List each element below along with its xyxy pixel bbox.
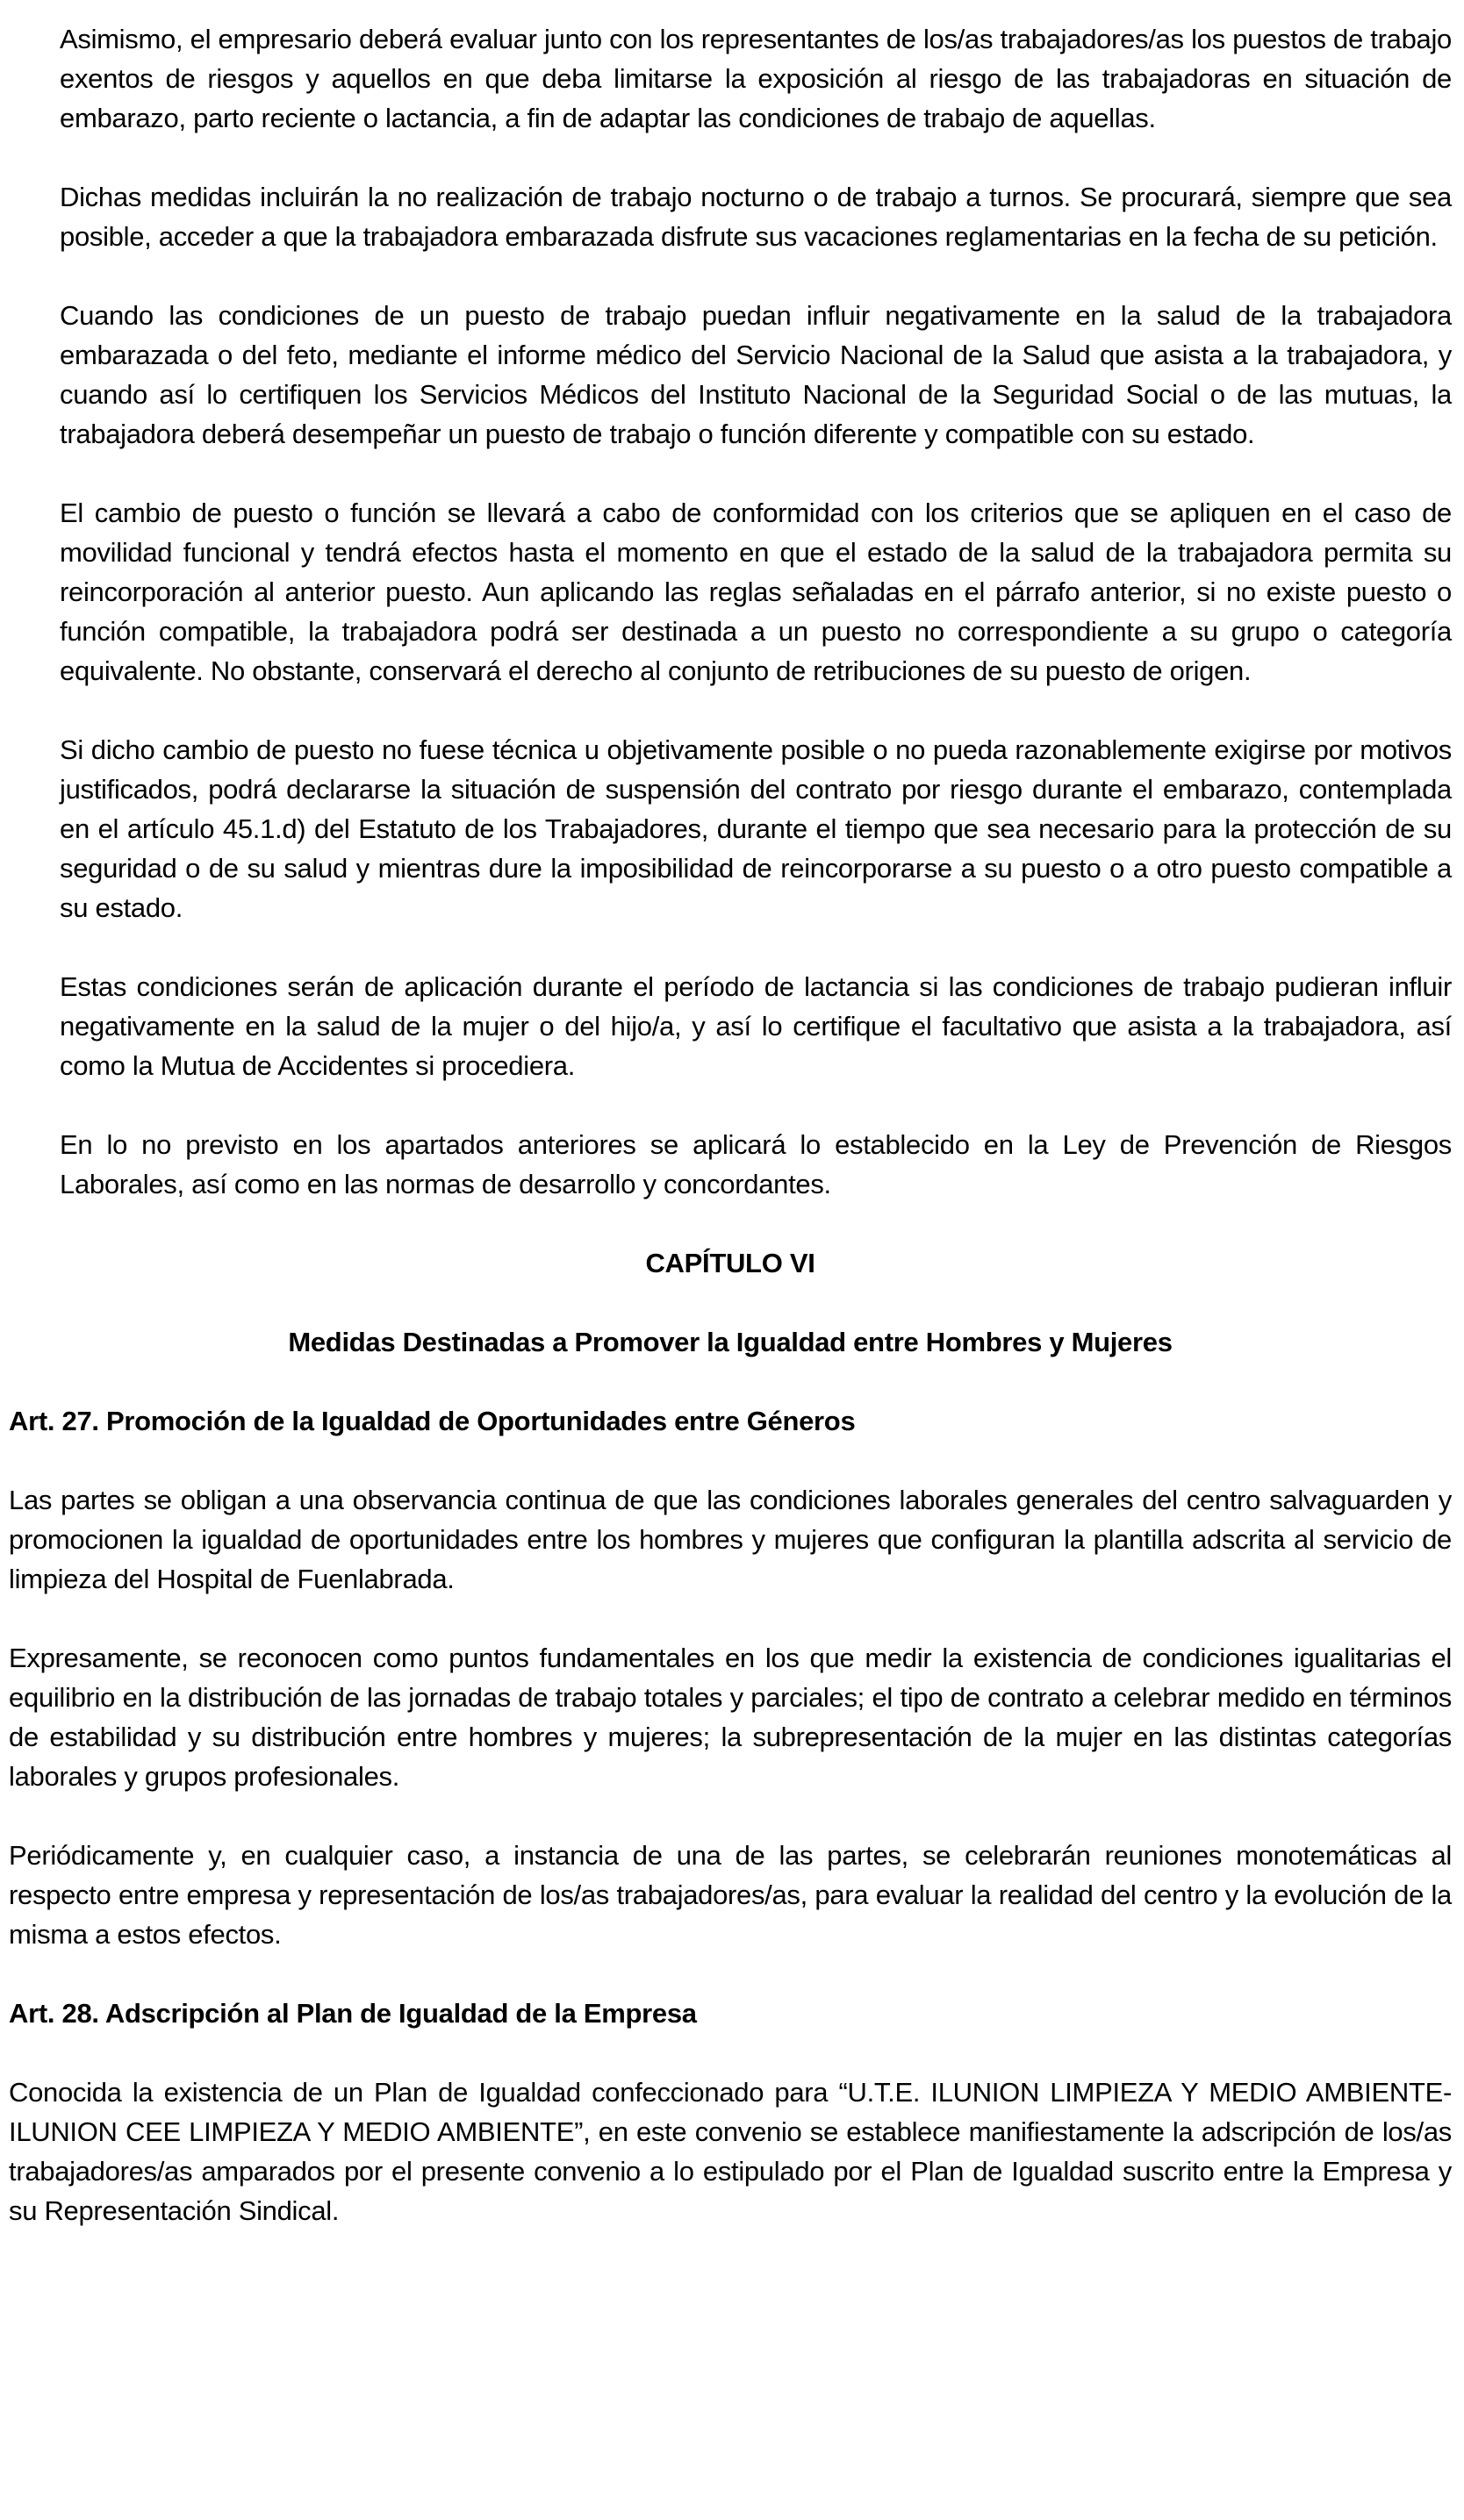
- article-28-heading: Art. 28. Adscripción al Plan de Igualdad de la Empresa: [9, 1998, 697, 2029]
- section-chapter-vi: [0, 1243, 1464, 2230]
- paragraph-medical-report: Cuando las condiciones de un puesto de trabajo puedan influir negativamente en la salud de la trabajadora embarazada o del feto, mediante el informe médico del Servicio Nacional de la Salud que asista a la trabajadora, y cuando así lo certifiquen los Servicios Médicos del Instituto Nacional de la Seguridad Social o de las mutuas, la trabajadora deberá desempeñar un puesto de trabajo o función diferente y compatible con su estado.: [60, 300, 1452, 449]
- paragraph-job-change-criteria: El cambio de puesto o función se llevará a cabo de conformidad con los criterios que se apliquen en el caso de movilidad funcional y tendrá efectos hasta el momento en que el estado de la salud de la trabajadora permita su reincorporación al anterior puesto. Aun aplicando las reglas señaladas en el párrafo anterior, si no existe puesto o función compatible, la trabajadora podrá ser destinada a un puesto no correspondiente a su grupo o categoría equivalente. No obstante, conservará el derecho al conjunto de retribuciones de su puesto de origen.: [60, 498, 1452, 686]
- paragraph-prevention-law: En lo no previsto en los apartados anteriores se aplicará lo establecido en la Ley de Prevención de Riesgos Laborales, así como en las normas de desarrollo y concordantes.: [60, 1129, 1452, 1199]
- paragraph-periodic-meetings: Periódicamente y, en cualquier caso, a instancia de una de las partes, se celebrarán reuniones monotemáticas al respecto entre empresa y representación de los/as trabajadores/as, para evaluar la realidad del centro y la evolución de la misma a estos efectos.: [9, 1840, 1452, 1950]
- paragraph-equality-measurement-points: Expresamente, se reconocen como puntos fundamentales en los que medir la existencia de condiciones igualitarias el equilibrio en la distribución de las jornadas de trabajo totales y parciales; el tipo de contrato a celebrar medido en términos de estabilidad y su distribución entre hombres y mujeres; la subrepresentación de la mujer en las distintas categorías laborales y grupos profesionales.: [9, 1643, 1452, 1792]
- paragraph-risk-evaluation: Asimismo, el empresario deberá evaluar junto con los representantes de los/as trabajadores/as los puestos de trabajo exentos de riesgos y aquellos en que deba limitarse la exposición al riesgo de las trabajadoras en situación de embarazo, parto reciente o lactancia, a fin de adaptar las condiciones de trabajo de aquellas.: [60, 24, 1452, 133]
- section-maternity-risk-protection: [0, 0, 1464, 1204]
- paragraph-contract-suspension: Si dicho cambio de puesto no fuese técnica u objetivamente posible o no pueda razonablemente exigirse por motivos justificados, podrá declararse la situación de suspensión del contrato por riesgo durante el embarazo, contemplada en el artículo 45.1.d) del Estatuto de los Trabajadores, durante el tiempo que sea necesario para la protección de su seguridad o de su salud y mientras dure la imposibilidad de reincorporarse a su puesto o a otro puesto compatible a su estado.: [60, 734, 1452, 923]
- paragraph-equal-opportunities: Las partes se obligan a una observancia continua de que las condiciones laborales generales del centro salvaguarden y promocionen la igualdad de oportunidades entre los hombres y mujeres que configuran la plantilla adscrita al servicio de limpieza del Hospital de Fuenlabrada.: [9, 1485, 1452, 1594]
- chapter-title: CAPÍTULO VI: [645, 1248, 815, 1278]
- paragraph-night-work-measures: Dichas medidas incluirán la no realización de trabajo nocturno o de trabajo a turnos. Se procurará, siempre que sea posible, acceder a que la trabajadora embarazada disfrute sus vacaciones reglamentarias en la fecha de su petición.: [60, 182, 1452, 252]
- chapter-subtitle: Medidas Destinadas a Promover la Igualdad entre Hombres y Mujeres: [288, 1327, 1173, 1357]
- paragraph-lactation-period: Estas condiciones serán de aplicación durante el período de lactancia si las condiciones de trabajo pudieran influir negativamente en la salud de la mujer o del hijo/a, y así lo certifique el facultativo que asista a la trabajadora, así como la Mutua de Accidentes si procediera.: [60, 971, 1452, 1081]
- paragraph-equality-plan-adherence: Conocida la existencia de un Plan de Igualdad confeccionado para “U.T.E. ILUNION LIMPIEZA Y MEDIO AMBIENTE-ILUNION CEE LIMPIEZA Y MEDIO AMBIENTE”, en este convenio se establece manifiestamente la adscripción de los/as trabajadores/as amparados por el presente convenio a lo estipulado por el Plan de Igualdad suscrito entre la Empresa y su Representación Sindical.: [9, 2077, 1452, 2226]
- article-27-heading: Art. 27. Promoción de la Igualdad de Oportunidades entre Géneros: [9, 1406, 856, 1436]
